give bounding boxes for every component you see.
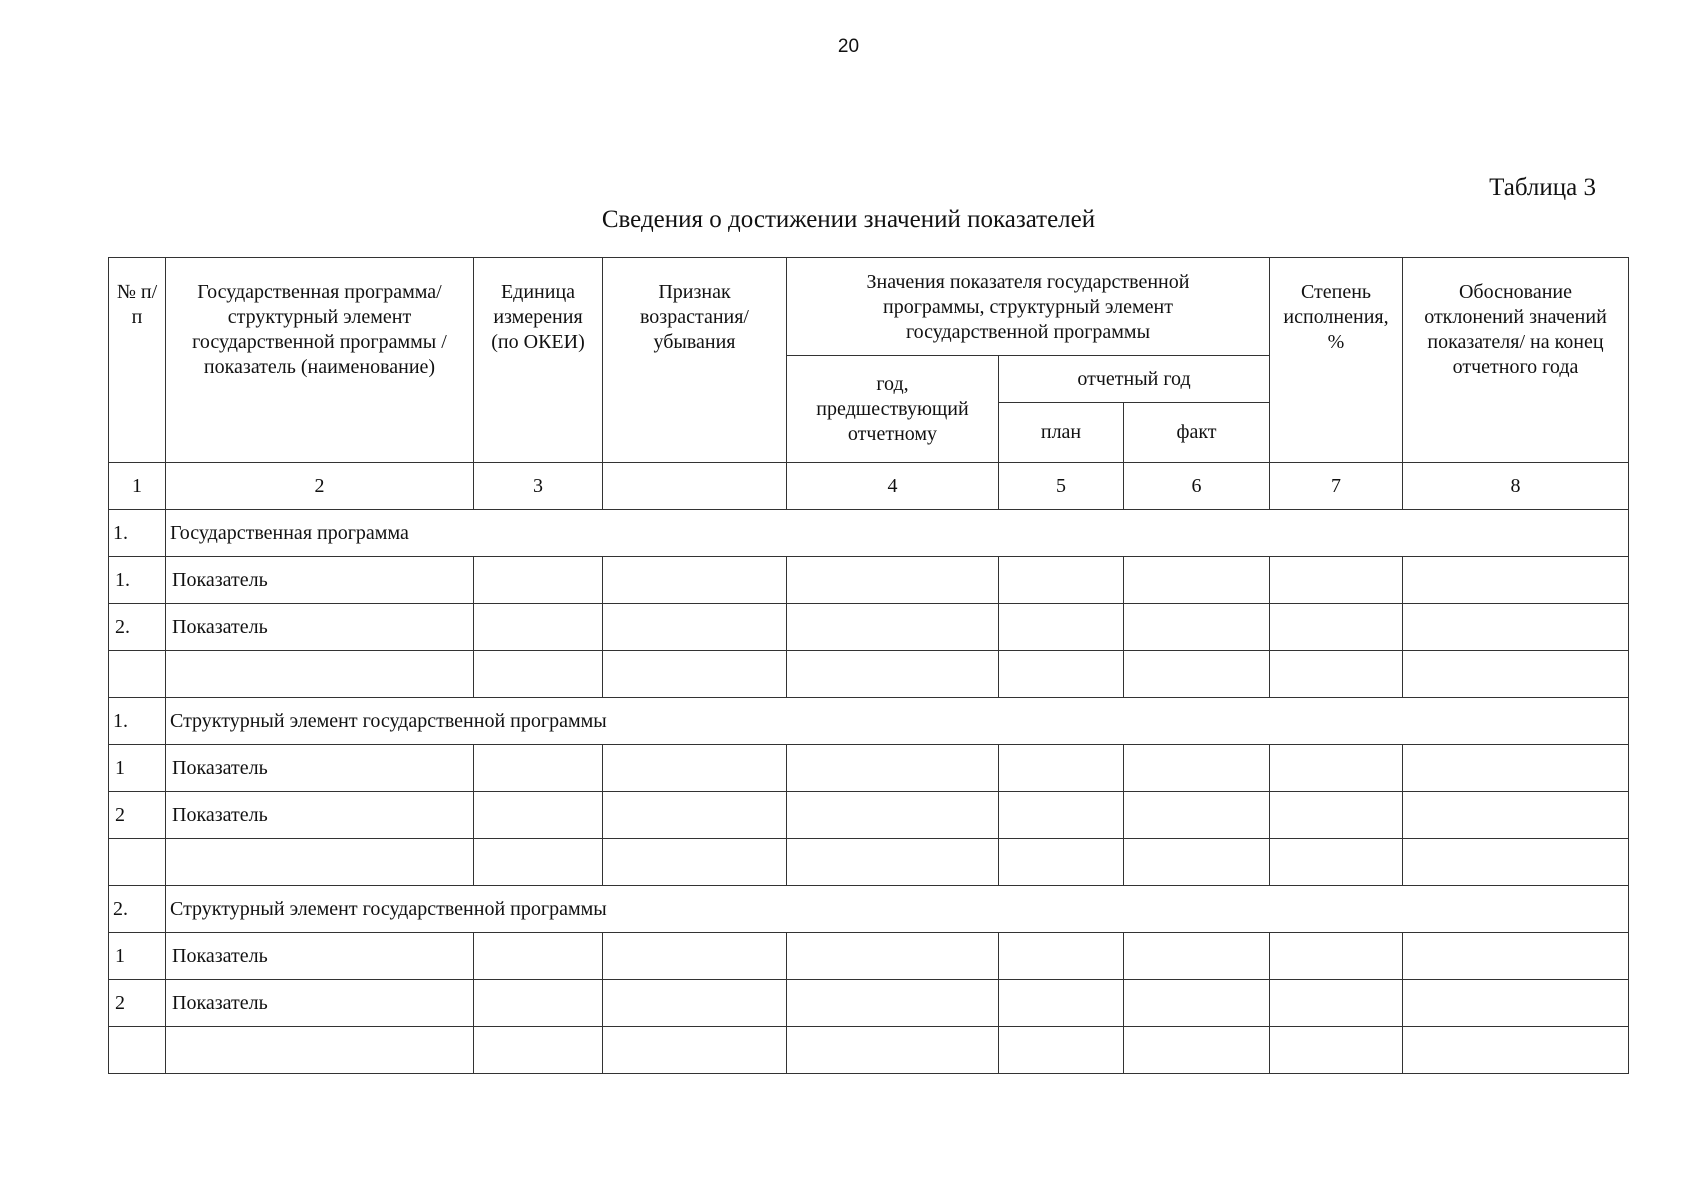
fact-cell	[1124, 933, 1270, 980]
degree-cell	[1270, 1027, 1403, 1074]
header-name: Государственная программа/ структурный элемент государственной программы /показатель (наименование)	[166, 258, 474, 463]
indicator-row	[109, 745, 1629, 792]
row-number: 2	[109, 792, 166, 839]
unit-cell	[474, 980, 603, 1027]
indicator-row	[109, 839, 1629, 886]
indicator-name	[166, 839, 474, 886]
section-row	[109, 886, 1629, 933]
section-title: Структурный элемент государственной программы	[166, 886, 1629, 933]
fact-cell	[1124, 604, 1270, 651]
fact-cell	[1124, 1027, 1270, 1074]
header-values: Значения показателя государственной программы, структурный элемент государственной программы	[787, 258, 1270, 356]
column-number: 7	[1270, 463, 1403, 510]
sign-cell	[603, 1027, 787, 1074]
header-reason: Обоснование отклонений значений показателя/ на конец отчетного года	[1403, 258, 1629, 463]
row-number: 2.	[109, 604, 166, 651]
page-number: 20	[837, 36, 860, 57]
row-number	[109, 651, 166, 698]
prev-year-cell	[787, 651, 999, 698]
sign-cell	[603, 651, 787, 698]
sign-cell	[603, 980, 787, 1027]
fact-cell	[1124, 745, 1270, 792]
plan-cell	[999, 839, 1124, 886]
column-number: 2	[166, 463, 474, 510]
unit-cell	[474, 839, 603, 886]
indicator-name: Показатель	[166, 980, 474, 1027]
degree-cell	[1270, 651, 1403, 698]
indicator-name: Показатель	[166, 745, 474, 792]
indicator-row	[109, 1027, 1629, 1074]
indicator-row	[109, 604, 1629, 651]
fact-cell	[1124, 980, 1270, 1027]
unit-cell	[474, 933, 603, 980]
indicator-name: Показатель	[166, 557, 474, 604]
column-number: 3	[474, 463, 603, 510]
unit-cell	[474, 745, 603, 792]
degree-cell	[1270, 604, 1403, 651]
row-number	[109, 839, 166, 886]
unit-cell	[474, 792, 603, 839]
indicator-row	[109, 933, 1629, 980]
unit-cell	[474, 651, 603, 698]
row-number: 2	[109, 980, 166, 1027]
sign-cell	[603, 604, 787, 651]
plan-cell	[999, 557, 1124, 604]
indicator-row	[109, 651, 1629, 698]
prev-year-cell	[787, 604, 999, 651]
unit-cell	[474, 604, 603, 651]
fact-cell	[1124, 651, 1270, 698]
plan-cell	[999, 1027, 1124, 1074]
reason-cell	[1403, 839, 1629, 886]
prev-year-cell	[787, 745, 999, 792]
reason-cell	[1403, 980, 1629, 1027]
indicator-row	[109, 557, 1629, 604]
table-label: Таблица 3	[1489, 174, 1596, 201]
prev-year-cell	[787, 792, 999, 839]
column-number	[603, 463, 787, 510]
column-number: 4	[787, 463, 999, 510]
indicator-row	[109, 792, 1629, 839]
row-number: 1.	[109, 557, 166, 604]
indicators-table	[108, 257, 1629, 1074]
reason-cell	[1403, 557, 1629, 604]
header-fact: факт	[1124, 403, 1270, 463]
fact-cell	[1124, 557, 1270, 604]
header-report-year: отчетный год	[999, 356, 1270, 403]
row-number: 1	[109, 745, 166, 792]
reason-cell	[1403, 1027, 1629, 1074]
prev-year-cell	[787, 557, 999, 604]
unit-cell	[474, 557, 603, 604]
indicator-name: Показатель	[166, 792, 474, 839]
plan-cell	[999, 980, 1124, 1027]
header-plan: план	[999, 403, 1124, 463]
indicator-name: Показатель	[166, 933, 474, 980]
section-number: 1.	[109, 510, 166, 557]
row-number	[109, 1027, 166, 1074]
plan-cell	[999, 745, 1124, 792]
sign-cell	[603, 792, 787, 839]
sign-cell	[603, 839, 787, 886]
column-number: 6	[1124, 463, 1270, 510]
column-numbers-row	[109, 463, 1629, 510]
sign-cell	[603, 557, 787, 604]
header-unit: Единица измерения (по ОКЕИ)	[474, 258, 603, 463]
indicator-name	[166, 651, 474, 698]
indicator-name: Показатель	[166, 604, 474, 651]
header-degree: Степень исполнения, %	[1270, 258, 1403, 463]
reason-cell	[1403, 792, 1629, 839]
prev-year-cell	[787, 1027, 999, 1074]
indicator-row	[109, 980, 1629, 1027]
plan-cell	[999, 651, 1124, 698]
prev-year-cell	[787, 980, 999, 1027]
unit-cell	[474, 1027, 603, 1074]
sign-cell	[603, 933, 787, 980]
header-no: № п/п	[109, 258, 166, 463]
section-row	[109, 698, 1629, 745]
document-title: Сведения о достижении значений показателей	[601, 206, 1096, 233]
plan-cell	[999, 933, 1124, 980]
reason-cell	[1403, 745, 1629, 792]
section-number: 1.	[109, 698, 166, 745]
degree-cell	[1270, 933, 1403, 980]
fact-cell	[1124, 839, 1270, 886]
indicator-name	[166, 1027, 474, 1074]
degree-cell	[1270, 980, 1403, 1027]
plan-cell	[999, 792, 1124, 839]
header-sign: Признак возрастания/ убывания	[603, 258, 787, 463]
section-title: Государственная программа	[166, 510, 1629, 557]
column-number: 8	[1403, 463, 1629, 510]
reason-cell	[1403, 651, 1629, 698]
section-title: Структурный элемент государственной программы	[166, 698, 1629, 745]
degree-cell	[1270, 745, 1403, 792]
sign-cell	[603, 745, 787, 792]
header-prev-year: год, предшествующий отчетному	[787, 356, 999, 463]
reason-cell	[1403, 933, 1629, 980]
degree-cell	[1270, 557, 1403, 604]
column-number: 1	[109, 463, 166, 510]
fact-cell	[1124, 792, 1270, 839]
section-number: 2.	[109, 886, 166, 933]
degree-cell	[1270, 839, 1403, 886]
row-number: 1	[109, 933, 166, 980]
section-row	[109, 510, 1629, 557]
reason-cell	[1403, 604, 1629, 651]
degree-cell	[1270, 792, 1403, 839]
column-number: 5	[999, 463, 1124, 510]
prev-year-cell	[787, 839, 999, 886]
plan-cell	[999, 604, 1124, 651]
prev-year-cell	[787, 933, 999, 980]
